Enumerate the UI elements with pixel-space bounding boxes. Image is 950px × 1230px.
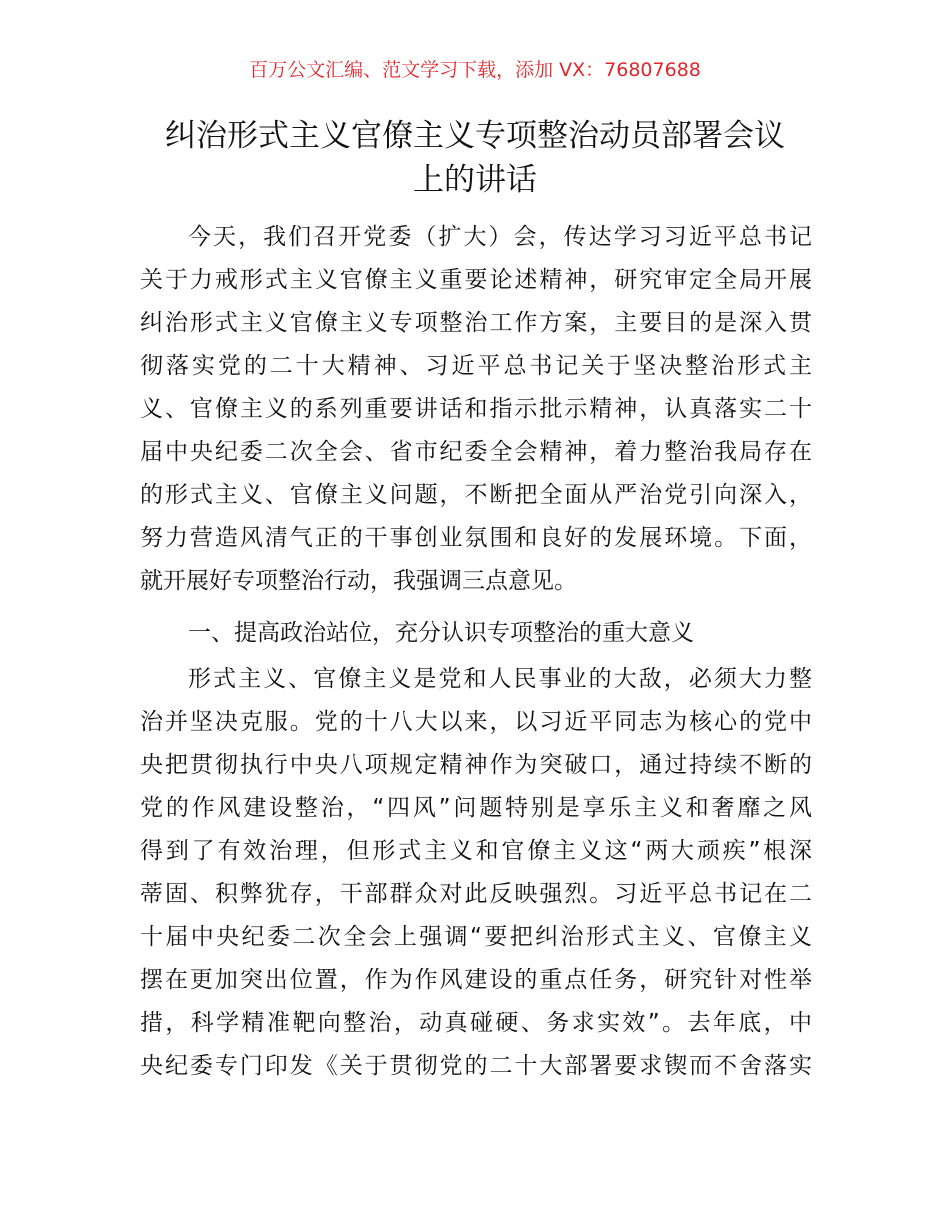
text-line: 措，科学精准靶向整治，动真碰硬、务求实效”。去年底，中 [140, 1010, 812, 1036]
section-heading [140, 612, 812, 655]
title-line: 上的讲话 [413, 162, 537, 198]
text-line: 纠治形式主义官僚主义专项整治工作方案，主要目的是深入贯 [140, 310, 812, 336]
text-line: 央纪委专门印发《关于贯彻党的二十大部署要求锲而不舍落实 [140, 1053, 812, 1079]
section-paragraph [140, 658, 812, 1088]
text-line: 治并坚决克服。党的十八大以来，以习近平同志为核心的党中 [140, 709, 812, 735]
text-line: 蒂固、积弊犹存，干部群众对此反映强烈。习近平总书记在二 [140, 881, 812, 907]
document-title [120, 114, 830, 202]
text-line: 摆在更加突出位置，作为作风建设的重点任务，研究针对性举 [140, 967, 812, 993]
text-line: 义、官僚主义的系列重要讲话和指示批示精神，认真落实二十 [140, 396, 812, 422]
text-line: 今天，我们召开党委（扩大）会，传达学习习近平总书记 [188, 224, 812, 250]
text-line: 的形式主义、官僚主义问题，不断把全面从严治党引向深入， [140, 482, 812, 508]
intro-paragraph [140, 216, 812, 603]
document-body [140, 216, 812, 1088]
text-line: 努力营造风清气正的干事创业氛围和良好的发展环境。下面， [140, 525, 812, 551]
text-line: 届中央纪委二次全会、省市纪委全会精神，着力整治我局存在 [140, 439, 812, 465]
text-line: 关于力戒形式主义官僚主义重要论述精神，研究审定全局开展 [140, 267, 812, 293]
title-line: 纠治形式主义官僚主义专项整治动员部署会议 [165, 118, 785, 154]
text-line: 十届中央纪委二次全会上强调“要把纠治形式主义、官僚主义 [140, 924, 812, 950]
text-line: 形式主义、官僚主义是党和人民事业的大敌，必须大力整 [188, 666, 812, 692]
heading-line: 一、提高政治站位，充分认识专项整治的重大意义 [188, 620, 694, 646]
text-line: 央把贯彻执行中央八项规定精神作为突破口，通过持续不断的 [140, 752, 812, 778]
text-line: 彻落实党的二十大精神、习近平总书记关于坚决整治形式主 [140, 353, 812, 379]
text-line: 党的作风建设整治，“四风”问题特别是享乐主义和奢靡之风 [140, 795, 812, 821]
text-line: 就开展好专项整治行动，我强调三点意见。 [140, 568, 577, 594]
watermark-banner: 百万公文汇编、范文学习下载，添加 VX：76807688 [249, 59, 701, 81]
text-line: 得到了有效治理，但形式主义和官僚主义这“两大顽疾”根深 [140, 838, 812, 864]
